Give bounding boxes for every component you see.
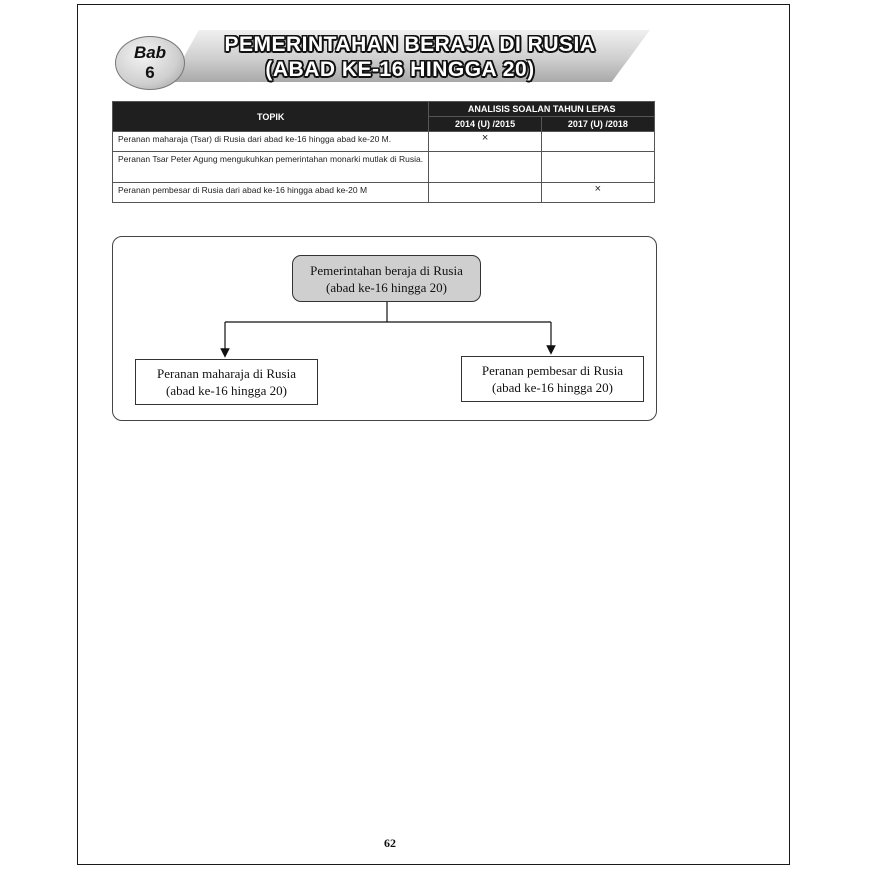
chapter-number: 6 bbox=[145, 63, 155, 82]
topic-header: TOPIK bbox=[113, 102, 429, 132]
year-header: 2017 (U) /2018 bbox=[541, 117, 654, 132]
root-node bbox=[292, 255, 481, 302]
child-node-left bbox=[135, 359, 318, 405]
topic-cell: Peranan pembesar di Rusia dari abad ke-16 hingga abad ke-20 M bbox=[113, 183, 429, 203]
mark-cell: × bbox=[541, 183, 654, 203]
year-header: 2014 (U) /2015 bbox=[429, 117, 541, 132]
mark-cell: × bbox=[429, 132, 541, 152]
child-left-line-1: Peranan maharaja di Rusia bbox=[157, 366, 296, 381]
child-left-line-2: (abad ke-16 hingga 20) bbox=[166, 383, 287, 398]
child-right-line-2: (abad ke-16 hingga 20) bbox=[492, 380, 613, 395]
analysis-header: ANALISIS SOALAN TAHUN LEPAS bbox=[429, 102, 655, 117]
page-title-line-2: (ABAD KE-16 HINGGA 20) bbox=[265, 58, 535, 81]
topic-cell: Peranan maharaja (Tsar) di Rusia dari abad ke-16 hingga abad ke-20 M. bbox=[113, 132, 429, 152]
root-node-line-2: (abad ke-16 hingga 20) bbox=[326, 279, 447, 295]
root-node-line-1: Pemerintahan beraja di Rusia bbox=[310, 262, 463, 278]
child-node-right bbox=[461, 356, 644, 402]
chapter-label: Bab bbox=[133, 43, 167, 62]
child-right-line-1: Peranan pembesar di Rusia bbox=[481, 363, 624, 378]
page-title-line-1: PEMERINTAHAN BERAJA DI RUSIA bbox=[224, 33, 596, 56]
topic-cell: Peranan Tsar Peter Agung mengukuhkan pemerintahan monarki mutlak di Rusia. bbox=[113, 152, 429, 183]
page-number: 62 bbox=[384, 836, 396, 850]
